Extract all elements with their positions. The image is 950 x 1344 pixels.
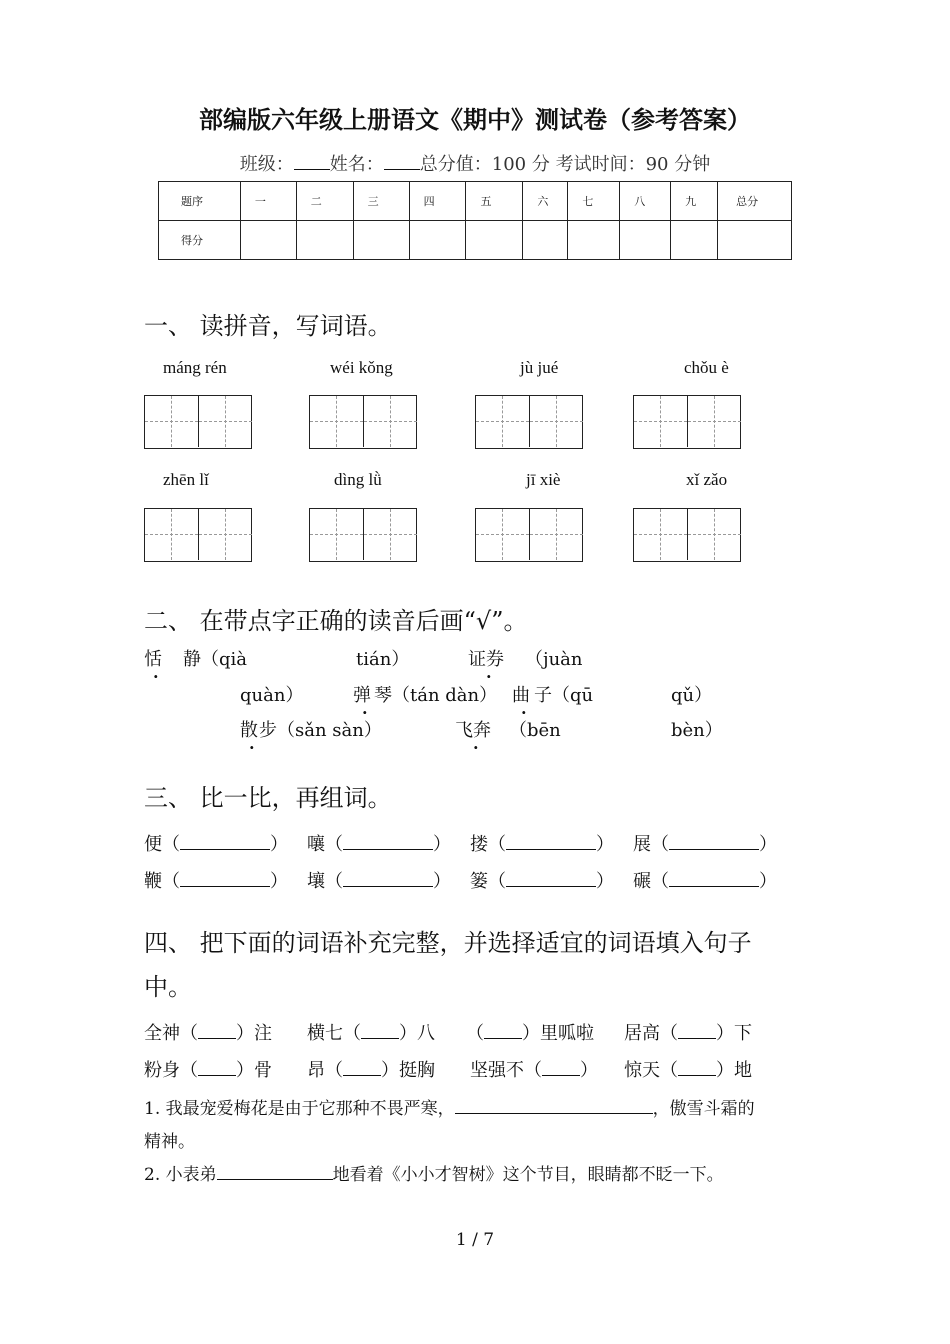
pinyin-label: chǒu è [684, 358, 729, 377]
pinyin-choice[interactable]: bèn） [671, 720, 723, 741]
compare-item: 嚷（ ） [307, 834, 451, 855]
answer-blank[interactable] [343, 835, 433, 850]
section2-heading: 二、 在带点字正确的读音后画“√”。 [144, 607, 528, 635]
char-dotted [240, 716, 258, 742]
pinyin-choice[interactable]: 子（qū [534, 685, 594, 706]
answer-blank[interactable] [180, 835, 270, 850]
tianzi-grid[interactable] [475, 508, 583, 562]
idiom-pre: 居高（ [624, 1023, 678, 1044]
idiom-post: ）下 [716, 1023, 752, 1044]
pinyin-choice[interactable]: qǔ） [671, 685, 713, 706]
score-cell[interactable] [620, 221, 671, 260]
score-cell[interactable] [296, 221, 353, 260]
name-blank[interactable] [384, 153, 420, 170]
score-cell[interactable] [466, 221, 523, 260]
score-row-label: 得分 [159, 221, 241, 260]
idiom-post: ）挺胸 [381, 1060, 435, 1081]
header-cell: 四 [409, 182, 466, 221]
word-dotted [455, 716, 491, 742]
answer-blank[interactable] [669, 835, 759, 850]
idiom-post: ）里呱啦 [522, 1023, 594, 1044]
pinyin-label: jù jué [520, 358, 559, 377]
char-dotted [144, 645, 162, 671]
sentence-text: 地看着《小小才智树》这个节目，眼睛都不眨一下。 [332, 1165, 724, 1185]
pinyin-label: dìng lǜ [334, 470, 382, 489]
score-cell[interactable] [409, 221, 466, 260]
idiom-item [307, 1019, 435, 1045]
page-number: 1 / 7 [455, 1230, 495, 1250]
section4-heading-line2: 中。 [144, 973, 192, 1001]
idiom-blank[interactable] [198, 1024, 236, 1039]
dotted-char: 恬 [144, 649, 162, 670]
compare-item: 鞭（ ） [144, 871, 288, 892]
compare-char: 展 [633, 834, 651, 855]
tianzi-grid[interactable] [633, 508, 741, 562]
header-cell: 三 [353, 182, 409, 221]
dotted-word: 飞奔 [455, 720, 491, 741]
pinyin-choice[interactable]: 静（qià [183, 649, 248, 670]
score-row [159, 221, 792, 260]
total-label: 总分值：100 分 考试时间：90 分钟 [419, 154, 711, 175]
char-dotted [512, 681, 530, 707]
class-label: 班级： [239, 154, 294, 175]
score-cell[interactable] [671, 221, 718, 260]
score-cell[interactable] [718, 221, 792, 260]
tianzi-grid[interactable] [309, 395, 417, 449]
sentence-2 [144, 1160, 724, 1185]
char-dotted [353, 681, 371, 707]
idiom-post: ）骨 [236, 1060, 272, 1081]
idiom-item [466, 1019, 594, 1045]
pinyin-label: xǐ zǎo [686, 470, 728, 489]
sentence-blank[interactable] [217, 1165, 333, 1180]
pinyin-choice[interactable]: tián） [356, 649, 410, 670]
sentence-text: ，傲雪斗霜的 [652, 1099, 755, 1119]
idiom-post: ）地 [716, 1060, 752, 1081]
compare-item: 搂（ ） [470, 834, 614, 855]
pinyin-choice[interactable]: （bēn [509, 720, 561, 741]
score-cell[interactable] [568, 221, 620, 260]
header-cell: 六 [523, 182, 568, 221]
dotted-word: 证券 [468, 649, 504, 670]
idiom-blank[interactable] [198, 1061, 236, 1076]
idiom-item [624, 1019, 752, 1045]
exam-info [0, 150, 950, 176]
idiom-item [307, 1056, 435, 1082]
pinyin-label: máng rén [163, 358, 227, 377]
sentence-1-cont: 精神。 [144, 1132, 195, 1152]
compare-item: 篓（ ） [470, 871, 614, 892]
score-table [158, 181, 792, 260]
tianzi-grid[interactable] [633, 395, 741, 449]
pinyin-label: wéi kǒng [330, 358, 393, 377]
compare-char: 碾 [633, 871, 651, 892]
answer-blank[interactable] [506, 835, 596, 850]
pinyin-choice[interactable]: （juàn [525, 649, 583, 670]
pinyin-choice[interactable]: 步（sǎn sàn） [259, 720, 382, 741]
idiom-blank[interactable] [484, 1024, 522, 1039]
idiom-post: ）注 [236, 1023, 272, 1044]
tianzi-grid[interactable] [475, 395, 583, 449]
score-cell[interactable] [523, 221, 568, 260]
answer-blank[interactable] [343, 872, 433, 887]
idiom-blank[interactable] [678, 1061, 716, 1076]
compare-char: 嚷 [307, 834, 325, 855]
header-cell: 题序 [159, 182, 241, 221]
header-cell: 九 [671, 182, 718, 221]
pinyin-choice[interactable]: quàn） [240, 685, 304, 706]
page-title: 部编版六年级上册语文《期中》测试卷（参考答案） [199, 105, 751, 134]
word-dotted [468, 645, 504, 671]
tianzi-grid[interactable] [144, 508, 252, 562]
name-label: 姓名： [329, 154, 384, 175]
score-cell[interactable] [353, 221, 409, 260]
sentence-1 [144, 1094, 755, 1119]
idiom-pre: 坚强不（ [470, 1060, 542, 1081]
idiom-pre: （ [466, 1023, 484, 1044]
section3-heading: 三、 比一比，再组词。 [144, 784, 392, 812]
idiom-item [470, 1056, 598, 1082]
section4-heading-line1: 四、 把下面的词语补充完整，并选择适宜的词语填入句子 [144, 929, 752, 957]
idiom-pre: 横七（ [307, 1023, 361, 1044]
compare-item: 碾（ ） [633, 871, 777, 892]
idiom-blank[interactable] [542, 1061, 580, 1076]
idiom-post: ） [580, 1060, 598, 1081]
class-blank[interactable] [294, 153, 330, 170]
tianzi-grid[interactable] [309, 508, 417, 562]
compare-char: 鞭 [144, 871, 162, 892]
header-cell: 二 [296, 182, 353, 221]
header-cell: 总分 [718, 182, 792, 221]
idiom-post: ）八 [399, 1023, 435, 1044]
idiom-pre: 惊天（ [624, 1060, 678, 1081]
compare-char: 篓 [470, 871, 488, 892]
compare-item: 便（ ） [144, 834, 288, 855]
idiom-blank[interactable] [343, 1061, 381, 1076]
section1-heading: 一、 读拼音，写词语。 [144, 312, 392, 340]
answer-blank[interactable] [180, 872, 270, 887]
header-cell: 八 [620, 182, 671, 221]
compare-char: 搂 [470, 834, 488, 855]
pinyin-label: jī xiè [526, 470, 561, 489]
pinyin-label: zhēn lǐ [163, 470, 209, 489]
header-cell: 七 [568, 182, 620, 221]
sentence-text: 2. 小表弟 [144, 1165, 217, 1185]
sentence-blank[interactable] [455, 1099, 653, 1114]
header-cell: 一 [240, 182, 296, 221]
compare-char: 便 [144, 834, 162, 855]
compare-item: 展（ ） [633, 834, 777, 855]
tianzi-grid[interactable] [144, 395, 252, 449]
idiom-pre: 粉身（ [144, 1060, 198, 1081]
idiom-item [144, 1019, 272, 1045]
compare-char: 壤 [307, 871, 325, 892]
dotted-char: 曲 [512, 685, 530, 706]
pinyin-choice[interactable]: 琴（tán dàn） [374, 685, 498, 706]
dotted-char: 散 [240, 720, 258, 741]
idiom-item [624, 1056, 752, 1082]
answer-blank[interactable] [669, 872, 759, 887]
idiom-blank[interactable] [361, 1024, 399, 1039]
score-header-row [159, 182, 792, 221]
sentence-text: 1. 我最宠爱梅花是由于它那种不畏严寒， [144, 1099, 455, 1119]
compare-item: 壤（ ） [307, 871, 451, 892]
dotted-char: 弹 [353, 685, 371, 706]
idiom-blank[interactable] [678, 1024, 716, 1039]
idiom-item [144, 1056, 272, 1082]
score-cell[interactable] [240, 221, 296, 260]
header-cell: 五 [466, 182, 523, 221]
idiom-pre: 昂（ [307, 1060, 343, 1081]
answer-blank[interactable] [506, 872, 596, 887]
idiom-pre: 全神（ [144, 1023, 198, 1044]
